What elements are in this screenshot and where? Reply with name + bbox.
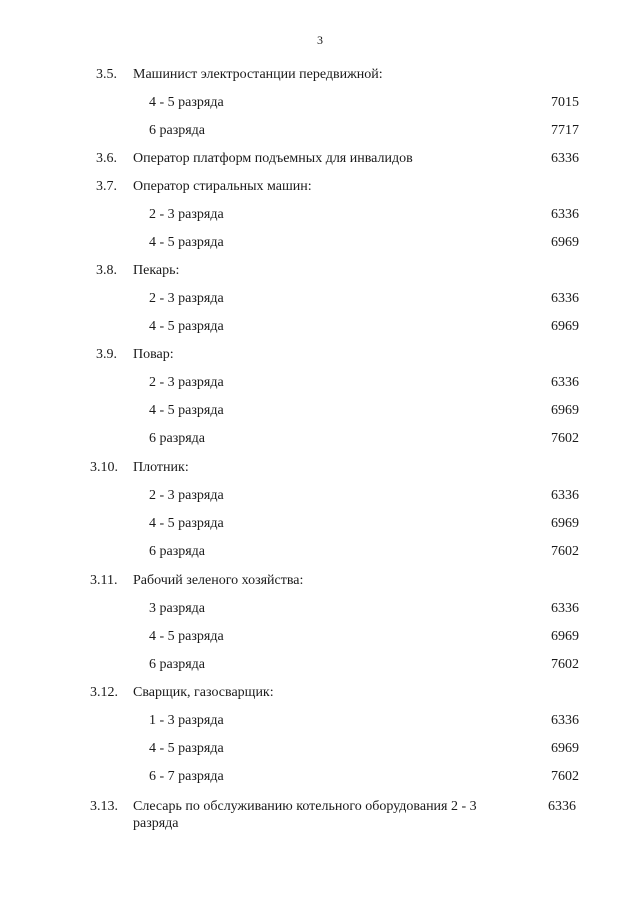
section-title: Оператор платформ подъемных для инвалидов (133, 151, 413, 166)
grade-label: 4 - 5 разряда (149, 629, 224, 644)
grade-label: 2 - 3 разряда (149, 488, 224, 503)
section-heading (0, 150, 640, 168)
rate-value: 6336 (551, 601, 579, 616)
list-item (0, 94, 640, 112)
grade-label: 4 - 5 разряда (149, 319, 224, 334)
section-number: 3.11. (90, 573, 118, 588)
rate-value: 6336 (548, 799, 576, 814)
section-title: Рабочий зеленого хозяйства: (133, 573, 304, 588)
list-item (0, 628, 640, 646)
section-title: Оператор стиральных машин: (133, 179, 312, 194)
section-heading (0, 798, 640, 838)
list-item (0, 543, 640, 561)
section-number: 3.12. (90, 685, 118, 700)
list-item (0, 290, 640, 308)
list-item (0, 122, 640, 140)
section-title: Плотник: (133, 460, 189, 475)
rate-value: 7602 (551, 769, 579, 784)
list-item (0, 487, 640, 505)
section-heading (0, 178, 640, 196)
section-title: Машинист электростанции передвижной: (133, 67, 383, 82)
grade-label: 6 разряда (149, 123, 206, 138)
grade-label: 4 - 5 разряда (149, 516, 224, 531)
rate-value: 7602 (551, 431, 579, 446)
grade-label: 6 разряда (149, 431, 206, 446)
rate-value: 6336 (551, 488, 579, 503)
section-title: Слесарь по обслуживанию котельного оборудования 2 - 3 разряда (133, 799, 477, 831)
grade-label: 4 - 5 разряда (149, 741, 224, 756)
list-item (0, 318, 640, 336)
list-item (0, 712, 640, 730)
section-heading (0, 262, 640, 280)
list-item (0, 206, 640, 224)
section-title: Пекарь: (133, 263, 180, 278)
rate-value: 6336 (551, 291, 579, 306)
list-item (0, 656, 640, 674)
rate-value: 6336 (551, 207, 579, 222)
grade-label: 6 разряда (149, 657, 206, 672)
section-number: 3.10. (90, 460, 118, 475)
section-heading (0, 572, 640, 590)
section-number: 3.8. (96, 263, 117, 278)
section-title: Сварщик, газосварщик: (133, 685, 274, 700)
grade-label: 6 - 7 разряда (149, 769, 224, 784)
list-item (0, 768, 640, 786)
grade-label: 1 - 3 разряда (149, 713, 224, 728)
section-heading (0, 684, 640, 702)
list-item (0, 600, 640, 618)
list-item (0, 430, 640, 448)
grade-label: 6 разряда (149, 544, 206, 559)
page-number: 3 (317, 33, 323, 47)
rate-value: 6969 (551, 403, 579, 418)
section-heading (0, 66, 640, 84)
section-number: 3.13. (90, 799, 118, 814)
rate-value: 7717 (551, 123, 579, 138)
grade-label: 2 - 3 разряда (149, 207, 224, 222)
rate-value: 6969 (551, 741, 579, 756)
grade-label: 4 - 5 разряда (149, 403, 224, 418)
rate-value: 6336 (551, 375, 579, 390)
rate-value: 7602 (551, 544, 579, 559)
section-number: 3.5. (96, 67, 117, 82)
section-number: 3.9. (96, 347, 117, 362)
list-item (0, 234, 640, 252)
section-title: Повар: (133, 347, 174, 362)
grade-label: 4 - 5 разряда (149, 235, 224, 250)
grade-label: 3 разряда (149, 601, 206, 616)
section-heading (0, 346, 640, 364)
rate-value: 6969 (551, 629, 579, 644)
grade-label: 2 - 3 разряда (149, 375, 224, 390)
rate-value: 6969 (551, 319, 579, 334)
list-item (0, 515, 640, 533)
list-item (0, 740, 640, 758)
grade-label: 2 - 3 разряда (149, 291, 224, 306)
rate-value: 7015 (551, 95, 579, 110)
rate-value: 6336 (551, 151, 579, 166)
rate-value: 6969 (551, 516, 579, 531)
section-number: 3.6. (96, 151, 117, 166)
rate-value: 6336 (551, 713, 579, 728)
section-number: 3.7. (96, 179, 117, 194)
section-heading (0, 459, 640, 477)
list-item (0, 402, 640, 420)
rate-value: 7602 (551, 657, 579, 672)
grade-label: 4 - 5 разряда (149, 95, 224, 110)
rate-value: 6969 (551, 235, 579, 250)
list-item (0, 374, 640, 392)
